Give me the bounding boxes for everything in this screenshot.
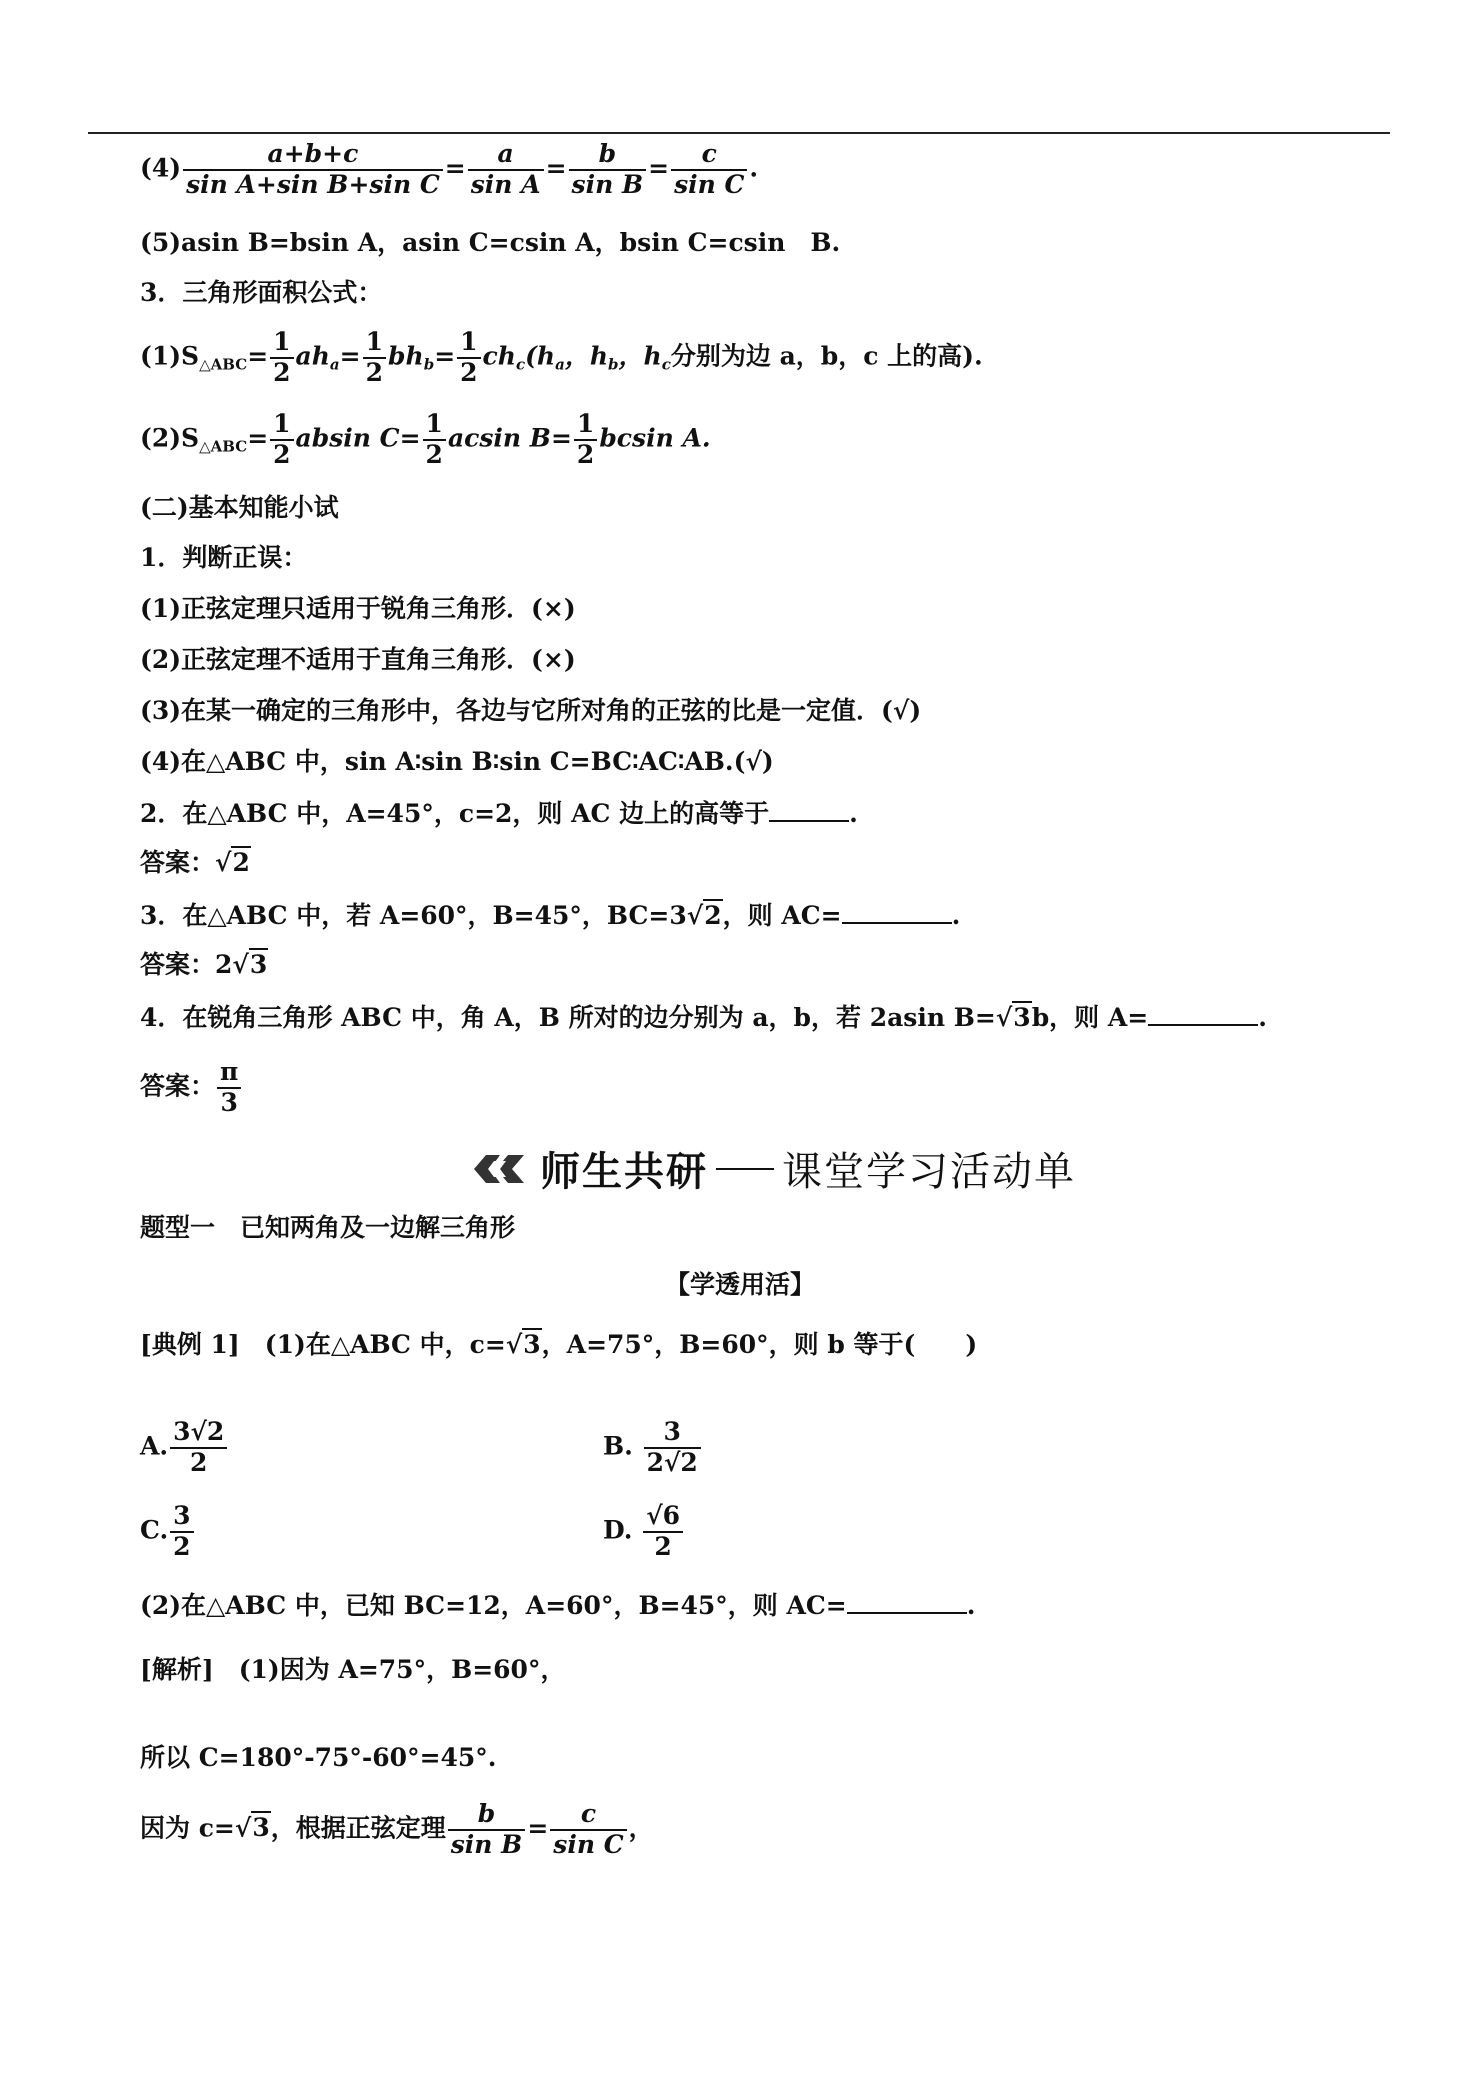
judgement-item: (2)正弦定理不适用于直角三角形．(×): [140, 645, 576, 674]
question-type-heading: 题型一 已知两角及一边解三角形: [140, 1213, 516, 1242]
denominator: sin C: [553, 1829, 624, 1859]
subscript: a: [555, 355, 565, 374]
answer-blank: [842, 902, 952, 924]
numerator: π: [217, 1058, 241, 1089]
denominator: 2: [654, 1531, 672, 1561]
denominator: 2: [273, 357, 291, 387]
fraction-half: [270, 410, 293, 470]
option-d: [603, 1502, 685, 1562]
denominator: 2: [173, 1531, 191, 1561]
numerator: 3√2: [170, 1418, 227, 1449]
answer-label: 答案：: [140, 1071, 216, 1101]
numerator: 1: [363, 328, 386, 359]
area-formula-1: [140, 328, 983, 388]
fraction: [643, 1502, 683, 1562]
question-text: 3．在△ABC 中，若 A=60°，B=45°，BC=3: [140, 901, 687, 930]
sqrt-sign: √: [215, 848, 232, 877]
equals: =: [550, 423, 572, 453]
formula-5: (5)asin B=bsin A，asin C=csin A，bsin C=csin B.: [140, 228, 841, 257]
term: bcsin A.: [599, 423, 711, 453]
denominator: 2√2: [646, 1447, 698, 1477]
question-1: 1．判断正误：: [140, 543, 308, 572]
denominator: 3: [220, 1087, 238, 1117]
banner-logo-icon: [470, 1149, 528, 1189]
question-text: (2)在△ABC 中，已知 BC=12，A=60°，B=45°，则 AC=: [140, 1591, 847, 1620]
term: ，h: [618, 341, 662, 371]
equals: =: [247, 341, 269, 371]
option-label: A.: [140, 1431, 169, 1461]
subscript: b: [423, 355, 435, 374]
question-text: (1)在△ABC 中，c=: [264, 1330, 506, 1359]
term: acsin B: [447, 423, 551, 453]
question-text: 4．在锐角三角形 ABC 中，角 A，B 所对的边分别为 a，b，若 2asin B=: [140, 1003, 996, 1032]
area-formula-2: [140, 410, 711, 470]
question-text: b，则 A=: [1031, 1003, 1149, 1032]
option-label: C.: [140, 1515, 169, 1545]
radicand: 3: [1013, 1003, 1031, 1032]
sqrt-sign: √: [505, 1330, 523, 1359]
numerator: c: [671, 140, 747, 171]
term: bh: [388, 341, 424, 371]
denominator: sin B: [571, 169, 644, 199]
numerator: b: [448, 1800, 526, 1831]
period: .: [749, 153, 759, 183]
numerator: a: [468, 140, 544, 171]
denominator: 2: [576, 439, 595, 469]
term: ah: [295, 341, 330, 371]
fraction: [448, 1800, 526, 1860]
question-text: ，则 AC=: [722, 901, 842, 930]
sqrt-sign: √: [232, 950, 249, 979]
area-title: 3．三角形面积公式：: [140, 278, 383, 307]
solution-line-1: [140, 1657, 565, 1682]
solution-tag: [解析]: [140, 1655, 214, 1684]
numerator: 1: [457, 328, 480, 359]
option-label: B.: [603, 1431, 633, 1461]
fraction: [671, 140, 747, 200]
equals: =: [339, 341, 361, 371]
example-1-part-2: [140, 1592, 975, 1618]
equals: =: [527, 1813, 549, 1843]
subscript: a: [329, 355, 340, 374]
denominator: 2: [365, 357, 384, 387]
option-b: [603, 1418, 703, 1478]
formula-label: (4): [140, 153, 182, 183]
coefficient: 2: [215, 950, 233, 979]
section-banner: [470, 1140, 1076, 1197]
term: (h: [525, 341, 556, 371]
equals: =: [399, 423, 421, 453]
judgement-item: (4)在△ABC 中，sin A∶sin B∶sin C=BC∶AC∶AB.(√): [140, 747, 774, 776]
numerator: b: [569, 140, 647, 171]
radicand: 3: [252, 1813, 270, 1843]
banner-subtitle: 课堂学习活动单: [782, 1149, 1076, 1195]
numerator: 1: [270, 328, 293, 359]
formula-label: (1)S: [140, 341, 200, 371]
denominator: sin B: [450, 1829, 523, 1859]
answer-label: 答案：: [140, 950, 216, 979]
answer-4: [140, 1058, 243, 1118]
period: .: [966, 1591, 976, 1620]
fraction: [569, 140, 647, 200]
subscript: c: [661, 355, 671, 374]
term: 分别为边 a，b，c 上的高).: [670, 341, 983, 371]
fraction-half: [270, 328, 293, 388]
fraction-half: [574, 410, 597, 470]
fraction: [468, 140, 544, 200]
numerator: 1: [270, 410, 293, 441]
fraction-half: [457, 328, 480, 388]
answer-label: 答案：: [140, 848, 216, 877]
fraction: [644, 1418, 701, 1478]
example-tag: [典例 1]: [140, 1330, 240, 1359]
subsection-label: 【学透用活】: [664, 1270, 815, 1299]
denominator: sin A+sin B+sin C: [186, 169, 440, 199]
numerator: 3: [644, 1418, 701, 1449]
answer-3: [140, 952, 268, 977]
banner-dash: [716, 1168, 774, 1170]
sqrt-sign: √: [686, 901, 704, 930]
denominator: 2: [460, 357, 478, 387]
equals: =: [434, 341, 456, 371]
fraction: [170, 1502, 193, 1562]
equals: =: [444, 153, 466, 183]
period: .: [849, 799, 858, 828]
solution-line-2: 所以 C=180°-75°-60°=45°.: [140, 1743, 497, 1772]
equals: =: [545, 153, 567, 183]
question-text: 2．在△ABC 中，A=45°，c=2，则 AC 边上的高等于: [140, 799, 770, 828]
numerator: a+b+c: [183, 140, 443, 171]
fraction: [217, 1058, 241, 1118]
question-4: [140, 1004, 1267, 1030]
radicand: 2: [704, 901, 722, 930]
fraction: [170, 1418, 227, 1478]
question-3: [140, 902, 960, 928]
fraction: [183, 140, 443, 200]
question-text: ，A=75°，B=60°，则 b 等于( ): [541, 1330, 978, 1359]
option-c: [140, 1502, 196, 1562]
section-heading: (二)基本知能小试: [140, 493, 339, 522]
sqrt-sign: √: [234, 1813, 252, 1843]
radicand: 3: [523, 1330, 541, 1359]
subscript: c: [515, 355, 526, 374]
comma: ，: [628, 1813, 654, 1843]
solution-text: (1)因为 A=75°，B=60°，: [238, 1655, 566, 1684]
fraction-half: [363, 328, 386, 388]
option-label: D.: [603, 1515, 633, 1545]
period: .: [951, 901, 961, 930]
term: ch: [482, 341, 516, 371]
subscript: △ABC: [199, 355, 248, 374]
numerator: √6: [643, 1502, 683, 1533]
answer-blank: [769, 800, 849, 822]
denominator: 2: [273, 439, 291, 469]
judgement-item: (1)正弦定理只适用于锐角三角形．(×): [140, 594, 576, 623]
numerator: 3: [170, 1502, 193, 1533]
radicand: 2: [232, 848, 250, 877]
numerator: c: [550, 1800, 626, 1831]
answer-blank: [847, 1592, 967, 1614]
period: .: [1258, 1003, 1267, 1032]
equals: =: [648, 153, 670, 183]
question-2: [140, 800, 858, 826]
subscript: △ABC: [199, 437, 248, 456]
formula-label: (2)S: [140, 423, 200, 453]
numerator: 1: [574, 410, 597, 441]
judgement-item: (3)在某一确定的三角形中，各边与它所对角的正弦的比是一定值．(√): [140, 696, 922, 725]
denominator: sin C: [674, 169, 745, 199]
answer-2: [140, 850, 251, 875]
answer-blank: [1148, 1004, 1258, 1026]
banner-title: 师生共研: [540, 1149, 708, 1195]
subscript: b: [608, 355, 619, 374]
denominator: sin A: [470, 169, 541, 199]
term: absin C: [295, 423, 400, 453]
denominator: 2: [190, 1447, 208, 1477]
solution-line-3: [140, 1800, 654, 1860]
numerator: 1: [423, 410, 446, 441]
header-rule: [88, 132, 1390, 134]
equals: =: [247, 423, 269, 453]
fraction-half: [423, 410, 446, 470]
solution-text: 因为 c=: [140, 1813, 235, 1843]
solution-text: ，根据正弦定理: [270, 1813, 446, 1843]
formula-4: [140, 140, 758, 200]
radicand: 3: [249, 950, 268, 979]
option-a: [140, 1418, 229, 1478]
example-1: [140, 1332, 977, 1357]
sqrt-sign: √: [995, 1003, 1013, 1032]
fraction: [550, 1800, 626, 1860]
term: ，h: [564, 341, 609, 371]
denominator: 2: [425, 439, 443, 469]
